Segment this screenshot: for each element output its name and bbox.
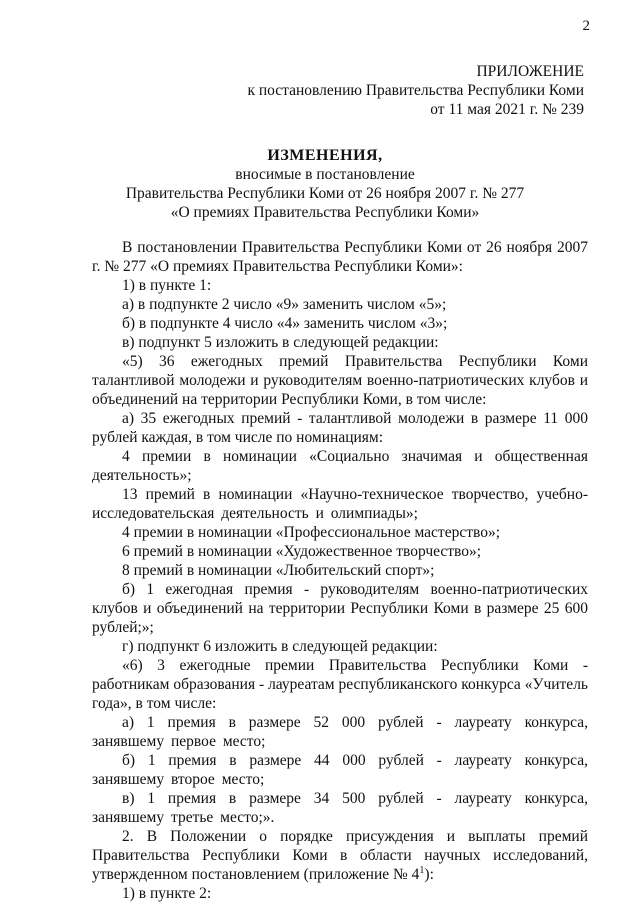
title-line3: «О премиях Правительства Республики Коми» — [170, 204, 480, 221]
paragraph: 4 премии в номинации «Профессиональное мастерство»; — [122, 524, 501, 541]
paragraph: 8 премий в номинации «Любительский спорт»; — [122, 562, 435, 579]
appendix-label: ПРИЛОЖЕНИЕ — [476, 63, 584, 80]
document-body — [92, 238, 588, 903]
paragraph: а) 35 ежегодных премий - талантливой молодежи в размере 11 000 рублей каждая, в том числе по номинациям: — [92, 410, 588, 446]
title-line2: Правительства Республики Коми от 26 ноября 2007 г. № 277 — [125, 185, 525, 202]
paragraph: в) 1 премия в размере 34 500 рублей - лауреату конкурса, занявшему третье место;». — [92, 790, 588, 826]
paragraph: 1) в пункте 2: — [122, 885, 212, 902]
appendix-line1: к постановлению Правительства Республики Коми — [247, 82, 584, 99]
paragraph: а) в подпункте 2 число «9» заменить числом «5»; — [122, 296, 447, 313]
paragraph: 13 премий в номинации «Научно-техническое творчество, учебно-исследовательская деятельность и олимпиады»; — [92, 486, 588, 522]
paragraph: «5) 36 ежегодных премий Правительства Республики Коми талантливой молодежи и руководителям военно-патриотических клубов и объединений на территории Республики Коми, в том числе: — [92, 353, 588, 408]
paragraph: б) 1 ежегодная премия - руководителям военно-патриотических клубов и объединений на территории Республики Коми в размере 25 600 рублей;»; — [92, 581, 588, 636]
paragraph: в) подпункт 5 изложить в следующей редакции: — [122, 334, 439, 351]
appendix-header — [247, 62, 584, 119]
paragraph: 1) в пункте 1: — [122, 277, 212, 294]
paragraph-text: 2. В Положении о порядке присуждения и выплаты премий Правительства Республики Коми в области научных исследований, утвержденном постановлением (приложение № 4 — [92, 828, 588, 883]
title-line1: вносимые в постановление — [235, 166, 415, 183]
paragraph: а) 1 премия в размере 52 000 рублей - лауреату конкурса, занявшему первое место; — [92, 714, 588, 750]
paragraph: 4 премии в номинации «Социально значимая и общественная деятельность»; — [92, 448, 588, 484]
paragraph: г) подпункт 6 изложить в следующей редакции: — [122, 638, 438, 655]
footnote-marker: 1 — [419, 864, 425, 876]
paragraph: б) 1 премия в размере 44 000 рублей - лауреату конкурса, занявшему второе место; — [92, 752, 588, 788]
page-number: 2 — [582, 18, 590, 34]
paragraph-tail: ): — [424, 866, 434, 883]
document-title — [60, 146, 590, 222]
paragraph: б) в подпункте 4 число «4» заменить числом «3»; — [122, 315, 448, 332]
paragraph: «6) 3 ежегодные премии Правительства Республики Коми - работникам образования - лауреатам республиканского конкурса «Учитель года», в том числе: — [92, 657, 588, 712]
paragraph: 6 премий в номинации «Художественное творчество»; — [122, 543, 482, 560]
title-main: ИЗМЕНЕНИЯ, — [267, 147, 383, 164]
paragraph: В постановлении Правительства Республики Коми от 26 ноября 2007 г. № 277 «О премиях Правительства Республики Коми»: — [92, 239, 588, 275]
paragraph — [92, 827, 588, 884]
appendix-line2: от 11 мая 2021 г. № 239 — [430, 101, 584, 118]
